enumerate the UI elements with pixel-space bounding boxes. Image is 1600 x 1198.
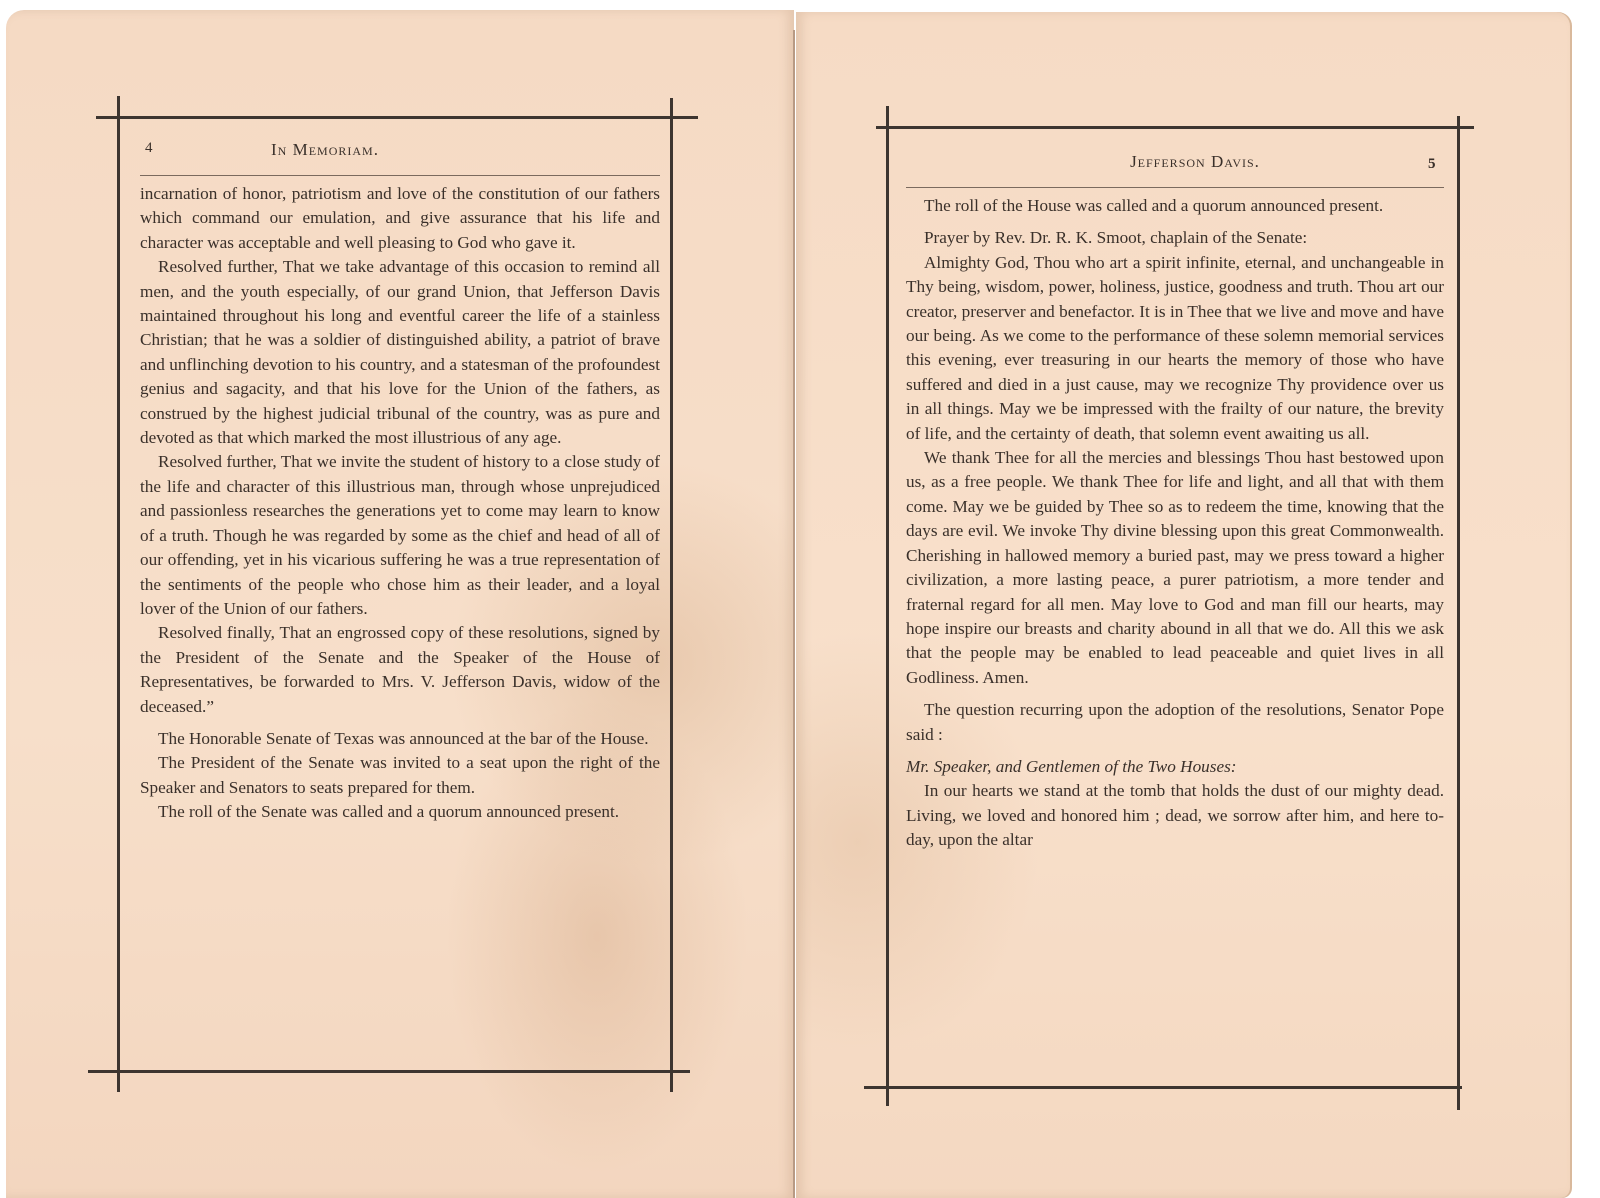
paragraph: Resolved finally, That an engrossed copy of these resolutions, signed by the President of the Senate and the Speaker of the House of Representatives, be forwarded to Mrs. V. Jefferson Davis, widow of the deceased.” — [140, 623, 660, 716]
left-frame-left-rule — [117, 96, 120, 1092]
header-rule — [906, 187, 1444, 188]
running-head-title: Jefferson Davis. — [1130, 152, 1260, 171]
paragraph: Almighty God, Thou who art a spirit infinite, eternal, and unchangeable in Thy being, wisdom, power, holiness, justice, goodness and truth. Thou art our creator, preserver and benefactor. It is in Thee that we live and move and have our being. As we come to the performance of these solemn memorial services this evening, ever treasuring in our hearts the memory of those who have suffered and died in a just cause, may we recognize Thy providence over us in all things. May we be impressed with the frailty of our nature, the brevity of life, and the certainty of death, that solemn event awaiting us all. — [906, 252, 1444, 443]
left-frame-top-rule — [96, 116, 698, 119]
right-frame-left-rule — [886, 106, 889, 1106]
salutation: Mr. Speaker, and Gentlemen of the Two Houses: — [906, 756, 1237, 776]
right-frame-top-rule — [876, 126, 1474, 129]
page-body — [140, 182, 660, 825]
running-head — [906, 152, 1444, 182]
page-number: 4 — [145, 140, 153, 156]
running-head-title: In Memoriam. — [271, 140, 379, 159]
paragraph: The President of the Senate was invited to a seat upon the right of the Speaker and Senators to seats prepared for them. — [140, 753, 660, 797]
right-page-content — [906, 152, 1444, 1072]
left-page-content — [140, 140, 660, 1060]
left-frame-bottom-rule — [88, 1070, 690, 1073]
paragraph: incarnation of honor, patriotism and love of the constitution of our fathers which command our emulation, and give assurance that his life and character was acceptable and well pleasing to God who gave it. — [140, 184, 660, 252]
paragraph: The question recurring upon the adoption of the resolutions, Senator Pope said : — [906, 700, 1444, 744]
right-frame-bottom-rule — [864, 1086, 1462, 1089]
paragraph: Resolved further, That we take advantage of this occasion to remind all men, and the youth especially, of our grand Union, that Jefferson Davis maintained throughout his long and eventful career the life of a stainless Christian; that he was a soldier of distinguished ability, a patriot of brave and unflinching devotion to his country, and a statesman of the profoundest genius and sagacity, and that his love for the Union of the fathers, as construed by the highest judicial tribunal of the country, was as pure and devoted as that which marked the most illustrious of any age. — [140, 257, 660, 448]
right-frame-right-rule — [1457, 116, 1460, 1110]
book-gutter — [793, 30, 795, 1198]
paragraph: Resolved further, That we invite the student of history to a close study of the life and character of this illustrious man, through whose unprejudiced and passionless researches the generations yet to come may learn to know of a truth. Though he was regarded by some as the chief and head of all of our offending, yet in his vicarious suffering he was a true representation of the sentiments of the people who chose him as their leader, and a loyal lover of the Union of our fathers. — [140, 452, 660, 618]
page-number: 5 — [1428, 156, 1436, 172]
paragraph: The roll of the Senate was called and a quorum announced present. — [158, 802, 620, 822]
page-body — [906, 194, 1444, 853]
left-frame-right-rule — [670, 98, 673, 1092]
paragraph: We thank Thee for all the mercies and blessings Thou hast bestowed upon us, as a free people. We thank Thee for life and light, and all that with them come. May we be guided by Thee so as to redeem the time, knowing that the days are evil. We invoke Thy divine blessing upon this great Commonwealth. Cherishing in hallowed memory a buried past, may we press toward a higher civilization, a more lasting peace, a purer patriotism, a more tender and fraternal regard for all men. May love to God and man fill our hearts, may hope inspire our breasts and charity abound in all that we do. All this we ask that the people may be enabled to lead peaceable and quiet lives in all Godliness. Amen. — [906, 448, 1444, 687]
paragraph: Prayer by Rev. Dr. R. K. Smoot, chaplain of the Senate: — [924, 228, 1308, 248]
header-rule — [140, 175, 660, 176]
paragraph: The roll of the House was called and a quorum announced present. — [924, 196, 1384, 215]
paragraph: The Honorable Senate of Texas was announced at the bar of the House. — [158, 728, 649, 748]
paragraph: In our hearts we stand at the tomb that holds the dust of our mighty dead. Living, we loved and honored him ; dead, we sorrow after him, and here to-day, upon the altar — [906, 781, 1444, 850]
running-head — [140, 140, 660, 170]
